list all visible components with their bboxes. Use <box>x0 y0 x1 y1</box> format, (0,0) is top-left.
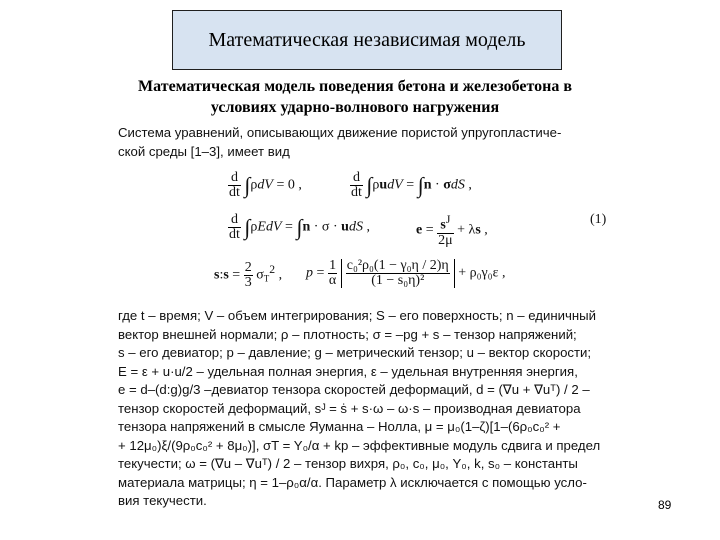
intro-line-2: ской среды [1–3], имеет вид <box>118 143 290 159</box>
equation-energy: $\frac{d}{dt}$ ∫ρEdV = ∫n · σ · udS , <box>229 212 370 242</box>
desc-line: материала матрицы; η = 1–ρ₀α/α. Параметр λ исключается с помощью усло- <box>118 474 587 490</box>
equation-yield: s:s = $\frac{2}{3}$ $\sigma_T^2$ , <box>214 260 283 290</box>
desc-line: тензор скоростей деформаций, sᴶ = ṡ + s·ω – ω·s – производная девиатора <box>118 400 581 416</box>
subtitle-line-1: Математическая модель поведения бетона и железобетона в <box>138 78 572 95</box>
desc-line: e = d–(d:g)g/3 –девиатор тензора скоростей деформаций, d = (∇u + ∇uᵀ) / 2 – <box>118 382 590 397</box>
page-number: 89 <box>658 498 672 512</box>
slide-title: Математическая независимая модель <box>208 28 526 51</box>
desc-line: вектор внешней нормали; ρ – плотность; σ = –pg + s – тензор напряжений; <box>118 326 577 342</box>
subtitle-line-2: условиях ударно-волнового нагружения <box>210 99 500 116</box>
equation-pressure: p = $\frac{1}{\alpha}$ $\frac{\text{c₀²ρ₀(1 − γ₀η / 2)η}}{\text{(1 − s₀η)²}}$ + ρ₀γ₀ε , <box>306 258 506 288</box>
desc-line: тензора напряжений в смысле Яуманна – Нолла, μ = μ₀(1–ζ)[1–(6ρ₀c₀² + <box>118 419 561 434</box>
slide-subtitle <box>60 76 650 118</box>
equation-mass: $\frac{d}{dt}$ ∫ρdV = 0 , <box>229 170 302 200</box>
equation-number: (1) <box>590 212 607 227</box>
desc-line: E = ε + u·u/2 – удельная полная энергия, ε – удельная внутренняя энергия, <box>118 363 578 379</box>
desc-line: текучести; ω = (∇u – ∇uᵀ) / 2 – тензор вихря, ρ₀, c₀, μ₀, Y₀, k, s₀ – константы <box>118 456 578 471</box>
equation-system <box>118 167 628 301</box>
equation-deviator: e = $\frac{s^J}{2\mu}$ + λs , <box>416 213 488 248</box>
slide-title-box <box>172 10 562 70</box>
desc-line: вия текучести. <box>118 493 207 508</box>
desc-line: s – его девиатор; p – давление; g – метрический тензор; u – вектор скорости; <box>118 345 592 360</box>
desc-line: + 12μ₀)ξ/(9ρ₀c₀² + 8μ₀)], σT = Y₀/α + kp – эффективные модуль сдвига и предел <box>118 437 601 453</box>
scanned-text-block <box>118 124 628 524</box>
desc-line: где t – время; V – объем интегрирования; S – его поверхность; n – единичный <box>118 308 596 323</box>
equation-momentum: $\frac{d}{dt}$ ∫ρudV = ∫n · σdS , <box>351 170 472 200</box>
intro-line-1: Система уравнений, описывающих движение пористой упругопластиче- <box>118 125 562 140</box>
description-text <box>118 307 628 511</box>
